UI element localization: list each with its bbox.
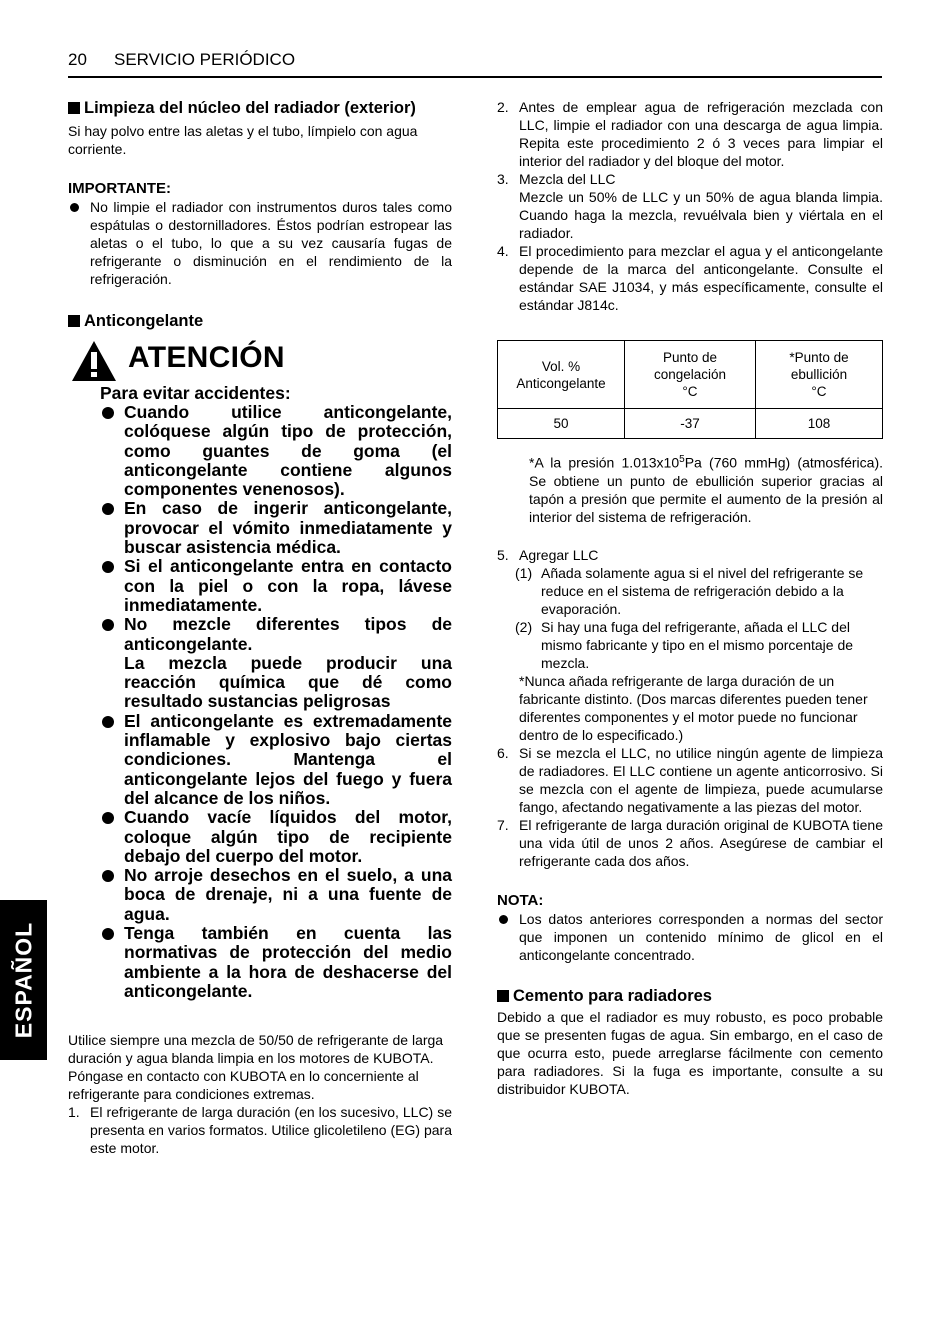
table-header-cell: Vol. % Anticongelante [498,341,625,409]
numbered-item-7: 7. El refrigerante de larga duración original de KUBOTA tiene una vida útil de unos 2 años. Asegúrese de cambiar el refrigerante cada dos años. [497,816,883,869]
sub-item-2: (2) Si hay una fuga del refrigerante, añada el LLC del mismo fabricante y tipo en el mismo porcentaje de mezcla. [515,618,854,671]
warning-item: En caso de ingerir anticongelante, provocar el vómito inmediatamente y buscar asistencia médica. [100,499,452,557]
table-cell: 108 [755,409,882,439]
table-cell: 50 [498,409,625,439]
numbered-item-3: 3. Mezcla del LLC Mezcle un 50% de LLC y un 50% de agua blanda limpia. Cuando haga la mezcla, revuélvala bien y viértala en el radiador. [497,171,883,241]
mixture-paragraph: Utilice siempre una mezcla de 50/50 de refrigerante de larga duración y agua blanda limpia en los motores de KUBOTA. [68,1032,444,1067]
item-number: 2. [497,99,509,115]
bullet-dot-icon [102,716,114,728]
table-row [498,409,883,439]
radiator-cement-heading: Cemento para radiadores [497,986,883,1006]
warning-item: Cuando utilice anticongelante, colóquese algún tipo de protección, como guantes de goma (el anticongelante contiene algunos componentes venenosos). [100,403,452,499]
important-label: IMPORTANTE: [68,180,172,197]
table-header-cell: Punto de congelación °C [625,341,756,409]
radiator-cement-text: Debido a que el radiador es muy robusto, es poco probable que se presenten fugas de agua. Sin embargo, en el caso de que ocurra esto, puede arreglarse fácilmente con cemento para radiadores. Si la fuga es importante, consulte a su distribuidor KUBOTA. [497,1008,883,1097]
warning-title: ATENCIÓN [128,341,285,374]
item-number: 1. [68,1104,80,1121]
numbered-item-2: 2. Antes de emplear agua de refrigeración mezclada con LLC, limpie el radiador con una descarga de agua limpia. Repita este procedimiento 2 ó 3 veces para limpiar el interior del radiador y del bloque del motor. [497,99,883,169]
numbered-item-1: 1. El refrigerante de larga duración (en los sucesivo, LLC) se presenta en varios formatos. Utilice glicoletileno (EG) para este motor. [68,1104,452,1157]
bullet-dot-icon [102,870,114,882]
section-title: SERVICIO PERIÓDICO [114,50,296,69]
radiator-cleaning-heading: Limpieza del núcleo del radiador (exterior) [68,98,452,118]
language-tab [0,900,47,1060]
bullet-dot-icon [70,203,79,212]
coolant-table [497,340,883,439]
square-bullet-icon [68,315,80,327]
contact-paragraph: Póngase en contacto con KUBOTA en lo concerniente al refrigerante para condiciones extremas. [68,1068,419,1103]
numbered-item-4: 4. El procedimiento para mezclar el agua y el anticongelante depende de la marca del anticongelante. Consulte el estándar SAE J1034, y más específicamente, consulte el estándar J814c. [497,243,883,313]
warning-item: Cuando vacíe líquidos del motor, coloque algún tipo de recipiente debajo del cuerpo del motor. [100,808,452,866]
sub-item-1: (1) Añada solamente agua si el nivel del refrigerante se reduce en el sistema de refrigeración debido a la evaporación. [515,564,864,617]
warning-list [100,403,452,1001]
warning-item-extra: La mezcla puede producir una reacción química que dé como resultado sustancias peligrosas [124,652,452,712]
bullet-dot-icon [499,915,508,924]
language-tab-label: ESPAÑOL [10,921,36,1039]
numbered-item-6: 6. Si se mezcla el LLC, no utilice ningún agente de limpieza de radiadores. El LLC contiene un agente anticorrosivo. Si se mezcla con el agente de limpieza, puede acumularse fango, afectando negativamente a las piezas del motor. [497,744,883,815]
item-number: 6. [497,744,509,761]
bullet-dot-icon [102,928,114,940]
table-header-row [498,341,883,409]
square-bullet-icon [497,990,509,1002]
bullet-dot-icon [102,407,114,419]
warning-triangle-icon [70,339,118,383]
antifreeze-heading: Anticongelante [68,311,452,331]
sub-item-number: (2) [515,618,533,635]
bullet-dot-icon [102,812,114,824]
important-item: No limpie el radiador con instrumentos duros tales como espátulas o destornilladores. Éstos podrían estropear las aletas o el tubo, lo que a su vez causaría fugas de refrigerante o disminución en el rendimiento de la refrigeración. [68,198,452,288]
table-header-cell: *Punto de ebullición °C [755,341,882,409]
item-number: 5. [497,546,509,563]
page-number: 20 [68,50,87,69]
warning-header [68,339,452,383]
warning-item: No arroje desechos en el suelo, a una boca de drenaje, ni a una fuente de agua. [100,866,452,924]
right-column [497,98,883,1098]
warning-item: Si el anticongelante entra en contacto con la piel o con la ropa, lávese inmediatamente. [100,557,452,615]
item-number: 4. [497,243,509,259]
item-number: 7. [497,816,509,833]
note-label: NOTA: [497,891,544,909]
bullet-dot-icon [102,619,114,631]
bullet-dot-icon [102,503,114,515]
numbered-item-5: 5. Agregar LLC [497,546,599,563]
warning-subtitle: Para evitar accidentes: [100,383,291,403]
radiator-cleaning-text: Si hay polvo entre las aletas y el tubo, límpielo con agua corriente. [68,123,418,157]
warning-item: Tenga también en cuenta las normativas de protección del medio ambiente a la hora de deshacerse del anticongelante. [100,924,452,1001]
table-cell: -37 [625,409,756,439]
page-header [68,50,882,78]
warning-item: El anticongelante es extremadamente inflamable y explosivo bajo ciertas condiciones. Mantenga el anticongelante lejos del fuego y fuera del alcance de los niños. [100,712,452,808]
warning-item: No mezcle diferentes tipos de anticongelante. La mezcla puede producir una reacción química que dé como resultado sustancias peligrosas [100,615,452,711]
bullet-dot-icon [102,561,114,573]
square-bullet-icon [68,102,80,114]
note-item: Los datos anteriores corresponden a normas del sector que imponen un contenido mínimo de glicol en el anticongelante concentrado. [497,910,883,964]
left-column [68,98,452,1157]
item-number: 3. [497,171,509,187]
sub-item-number: (1) [515,564,533,581]
llc-note: *Nunca añada refrigerante de larga duración de un fabricante distinto. (Dos marcas diferentes pueden tener diferentes componentes y el motor puede no funcionar dentro de lo especificado.) [519,672,868,743]
table-footnote: *A la presión $1.013x10^5Pa$ (760 mmHg) (atmosférica). Se obtiene un punto de ebullición superior gracias al tapón a presión que permite el aumento de la presión al interior del sistema de refrigeración. [529,454,883,525]
